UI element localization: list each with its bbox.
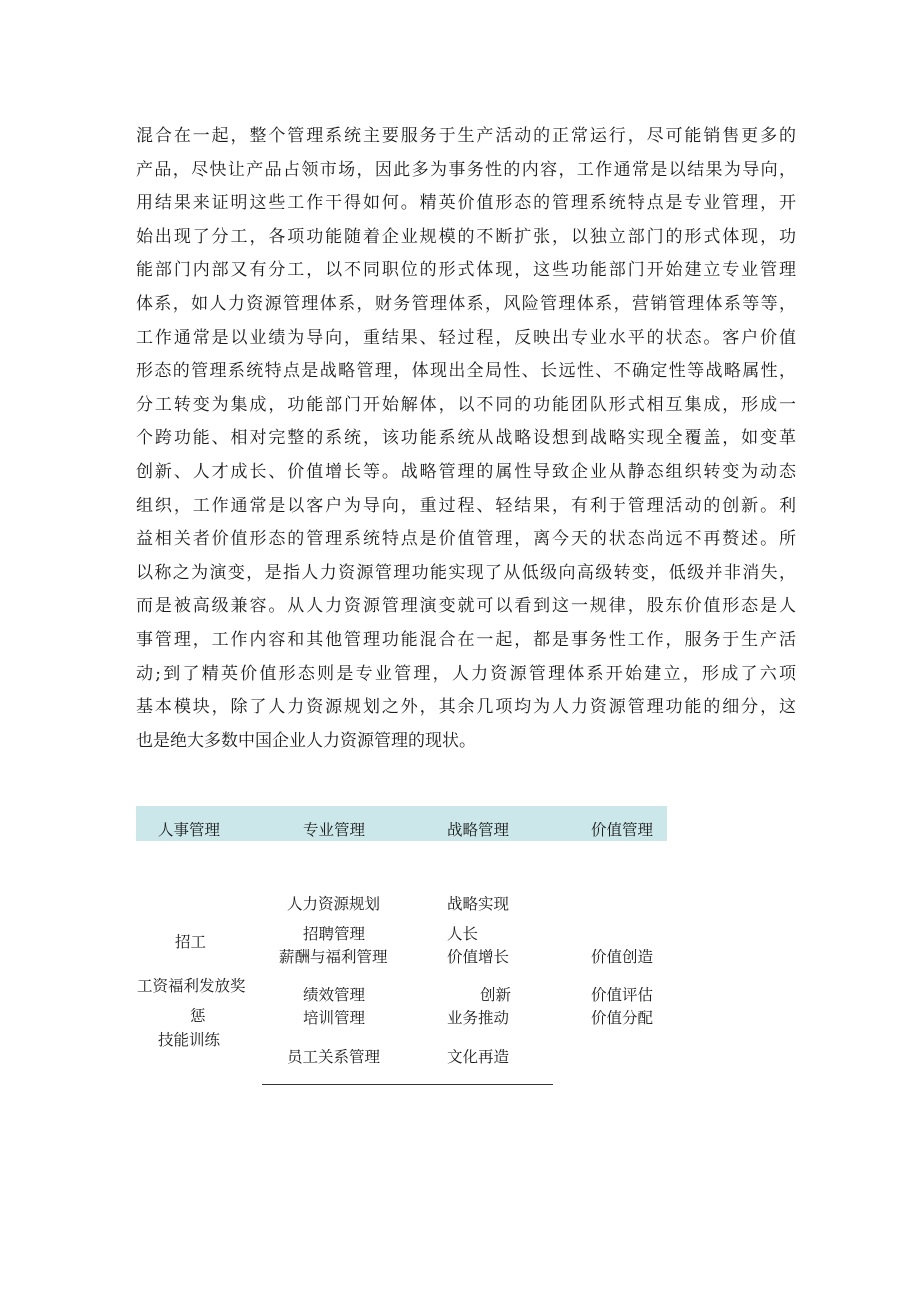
paragraph-line: 用结果来证明这些工作干得如何。精英价值形态的管理系统特点是专业管理，开 <box>136 193 796 214</box>
col1-item: 惩 <box>190 1007 206 1025</box>
paragraph-line: 工作通常是以业绩为导向，重结果、轻过程，反映出专业水平的状态。客户价值 <box>136 327 796 348</box>
col4-item: 价值分配 <box>591 1009 654 1027</box>
paragraph-line: 混合在一起，整个管理系统主要服务于生产活动的正常运行，尽可能销售更多的 <box>136 126 796 146</box>
paragraph-line: 创新、人才成长、价值增长等。战略管理的属性导致企业从静态组织转变为动态 <box>136 461 796 482</box>
header-strategy: 战略管理 <box>447 821 510 839</box>
col2-item: 员工关系管理 <box>287 1048 381 1066</box>
col2-item: 绩效管理 <box>303 986 366 1004</box>
col4-item: 价值评估 <box>591 986 654 1004</box>
paragraph-line: 个跨功能、相对完整的系统，该功能系统从战略设想到战略实现全覆盖，如变革 <box>136 428 796 449</box>
col1-item: 工资福利发放奖 <box>137 977 246 995</box>
paragraph-line: 益相关者价值形态的管理系统特点是价值管理，离今天的状态尚远不再赘述。所 <box>136 529 796 550</box>
col3-item: 人长 <box>447 925 479 943</box>
body-paragraph <box>136 120 796 758</box>
paragraph-line: 体系，如人力资源管理体系，财务管理体系，风险管理体系，营销管理体系等等， <box>136 293 796 314</box>
header-value: 价值管理 <box>591 821 654 839</box>
paragraph-line: 始出现了分工，各项功能随着企业规模的不断扩张，以独立部门的形式体现，功 <box>136 226 796 247</box>
header-hr-admin: 人事管理 <box>158 821 221 839</box>
col2-item: 薪酬与福利管理 <box>279 948 388 966</box>
paragraph-line: 形态的管理系统特点是战略管理，体现出全局性、长远性、不确定性等战略属性， <box>136 361 796 382</box>
paragraph-line: 组织，工作通常是以客户为导向，重过程、轻结果，有利于管理活动的创新。利 <box>136 495 796 516</box>
paragraph-line: 也是绝大多数中国企业人力资源管理的现状。 <box>136 730 476 751</box>
paragraph-line: 以称之为演变，是指人力资源管理功能实现了从低级向高级转变，低级并非消失， <box>136 562 796 583</box>
paragraph-line: 动;到了精英价值形态则是专业管理，人力资源管理体系开始建立，形成了六项 <box>136 663 796 684</box>
col3-item: 创新 <box>480 986 512 1004</box>
paragraph-line: 产品，尽快让产品占领市场，因此多为事务性的内容，工作通常是以结果为导向， <box>136 159 796 180</box>
table-bottom-rule <box>262 1084 553 1085</box>
col3-item: 业务推动 <box>447 1009 510 1027</box>
col4-item: 价值创造 <box>591 948 654 966</box>
col1-item: 技能训练 <box>158 1031 221 1049</box>
col2-item: 培训管理 <box>303 1009 366 1027</box>
col3-item: 战略实现 <box>447 895 510 913</box>
paragraph-line: 能部门内部又有分工，以不同职位的形式体现，这些功能部门开始建立专业管理 <box>136 260 796 281</box>
col3-item: 价值增长 <box>447 948 510 966</box>
col2-item: 人力资源规划 <box>287 895 381 913</box>
paragraph-line: 而是被高级兼容。从人力资源管理演变就可以看到这一规律，股东价值形态是人 <box>136 596 796 617</box>
col1-item: 招工 <box>175 933 207 951</box>
paragraph-line: 基本模块，除了人力资源规划之外，其余几项均为人力资源管理功能的细分，这 <box>136 697 796 718</box>
header-professional: 专业管理 <box>303 821 366 839</box>
col2-item: 招聘管理 <box>303 925 366 943</box>
col3-item: 文化再造 <box>447 1048 510 1066</box>
paragraph-line: 分工转变为集成，功能部门开始解体，以不同的功能团队形式相互集成，形成一 <box>136 394 796 415</box>
paragraph-line: 事管理，工作内容和其他管理功能混合在一起，都是事务性工作，服务于生产活 <box>136 629 796 650</box>
